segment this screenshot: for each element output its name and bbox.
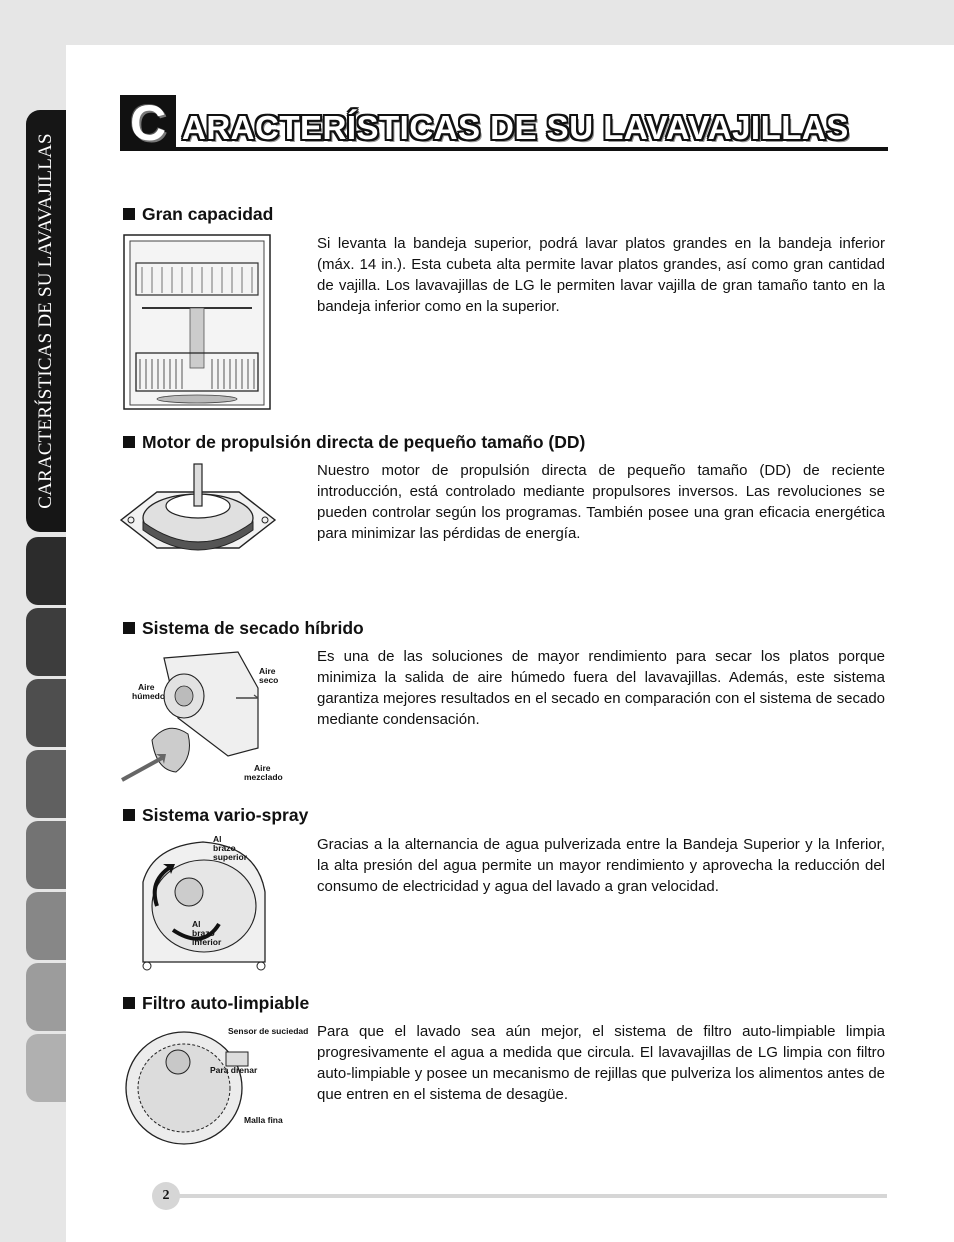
- title-underline: [176, 147, 888, 151]
- label-sensor-suciedad: Sensor de suciedad: [228, 1026, 309, 1036]
- label-aire-mezclado-1: Aire: [254, 763, 271, 773]
- label-brazo-inferior-3: inferior: [192, 937, 222, 947]
- sidebar-tab-9[interactable]: [26, 1034, 66, 1102]
- sidebar-tab-3[interactable]: [26, 608, 66, 676]
- label-brazo-superior-3: superior: [213, 852, 248, 862]
- label-brazo-superior-1: Al: [213, 834, 222, 844]
- sidebar-tab-2[interactable]: [26, 537, 66, 605]
- page-background-top: [0, 0, 954, 45]
- sidebar-tab-5[interactable]: [26, 750, 66, 818]
- label-malla-fina: Malla fina: [244, 1115, 283, 1125]
- section-text-capacity: Si levanta la bandeja superior, podrá lavar platos grandes en la bandeja inferior (máx. 14 in.). Esta cubeta alta permite lavar platos grandes, así como gran cantidad de vajilla. Los lavavajillas de LG le permiten lavar vajilla de gran tamaño tanto en la bandeja inferior como en la superior.: [317, 235, 885, 315]
- bullet-square-icon: [123, 809, 135, 821]
- section-heading-motor: Motor de propulsión directa de pequeño tamaño (DD): [123, 432, 585, 453]
- page-number: 2: [152, 1182, 180, 1210]
- bullet-square-icon: [123, 436, 135, 448]
- footer-rule: [166, 1194, 887, 1198]
- section-heading-drying: Sistema de secado híbrido: [123, 618, 364, 639]
- section-text-drying: Es una de las soluciones de mayor rendimiento para secar los platos porque minimiza la salida de aire húmedo fuera del lavavajillas. Además, este sistema garantiza mejores resultados en el secado en comparación con el sistema de secado mediante condensación.: [317, 648, 885, 728]
- sidebar-tab-8[interactable]: [26, 963, 66, 1031]
- bullet-square-icon: [123, 622, 135, 634]
- section-heading-filter: Filtro auto-limpiable: [123, 993, 309, 1014]
- label-brazo-superior-2: brazo: [213, 843, 236, 853]
- label-aire-mezclado-2: mezclado: [244, 772, 283, 782]
- label-aire-humedo-1: Aire: [138, 682, 155, 692]
- bullet-square-icon: [123, 208, 135, 220]
- page-title: [120, 95, 888, 151]
- label-aire-seco-1: Aire: [259, 666, 276, 676]
- section-text-motor: Nuestro motor de propulsión directa de pequeño tamaño (DD) de reciente introducción, está controlado mediante propulsores inversos. Las revoluciones se pueden controlar según los programas. También posee una gran eficacia energética para minimizar las pérdidas de energía.: [317, 462, 885, 542]
- title-text: ARACTERÍSTICAS DE SU LAVAVAJILLAS: [182, 109, 849, 146]
- section-heading-vario-spray: Sistema vario-spray: [123, 805, 308, 826]
- sidebar-tab-6[interactable]: [26, 821, 66, 889]
- sidebar-tab-label: CARACTERÍSTICAS DE SU LAVAVAJILLAS: [35, 133, 56, 509]
- label-aire-humedo-2: húmedo: [132, 691, 166, 701]
- section-text-filter: Para que el lavado sea aún mejor, el sistema de filtro auto-limpiable limpia progresivamente el agua a medida que circula. El lavavajillas de LG limpia con filtro auto-limpiable y posee un mecanismo de rejillas que pulveriza los alimentos antes de que entren en el sistema de desagüe.: [317, 1023, 885, 1103]
- label-brazo-inferior-1: Al: [192, 919, 201, 929]
- section-text-vario-spray: Gracias a la alternancia de agua pulverizada entre la Bandeja Superior y la Inferior, la alta presión del agua permite un mayor rendimiento y aprovecha la reducción del consumo de electricidad y agua del lavado a gran velocidad.: [317, 836, 885, 895]
- sidebar-tab-active[interactable]: [26, 110, 66, 532]
- dd-motor-illustration: [117, 458, 279, 560]
- bullet-square-icon: [123, 997, 135, 1009]
- label-brazo-inferior-2: brazo: [192, 928, 215, 938]
- hybrid-drying-illustration: [118, 648, 288, 786]
- dishwasher-interior-illustration: [122, 233, 272, 411]
- self-cleaning-filter-illustration: [122, 1022, 318, 1150]
- title-initial: C: [129, 95, 167, 151]
- label-para-drenar: Para drenar: [210, 1065, 258, 1075]
- sidebar-tab-7[interactable]: [26, 892, 66, 960]
- section-heading-capacity: Gran capacidad: [123, 204, 273, 225]
- label-aire-seco-2: seco: [259, 675, 279, 685]
- vario-spray-illustration: [133, 832, 275, 978]
- sidebar-tab-4[interactable]: [26, 679, 66, 747]
